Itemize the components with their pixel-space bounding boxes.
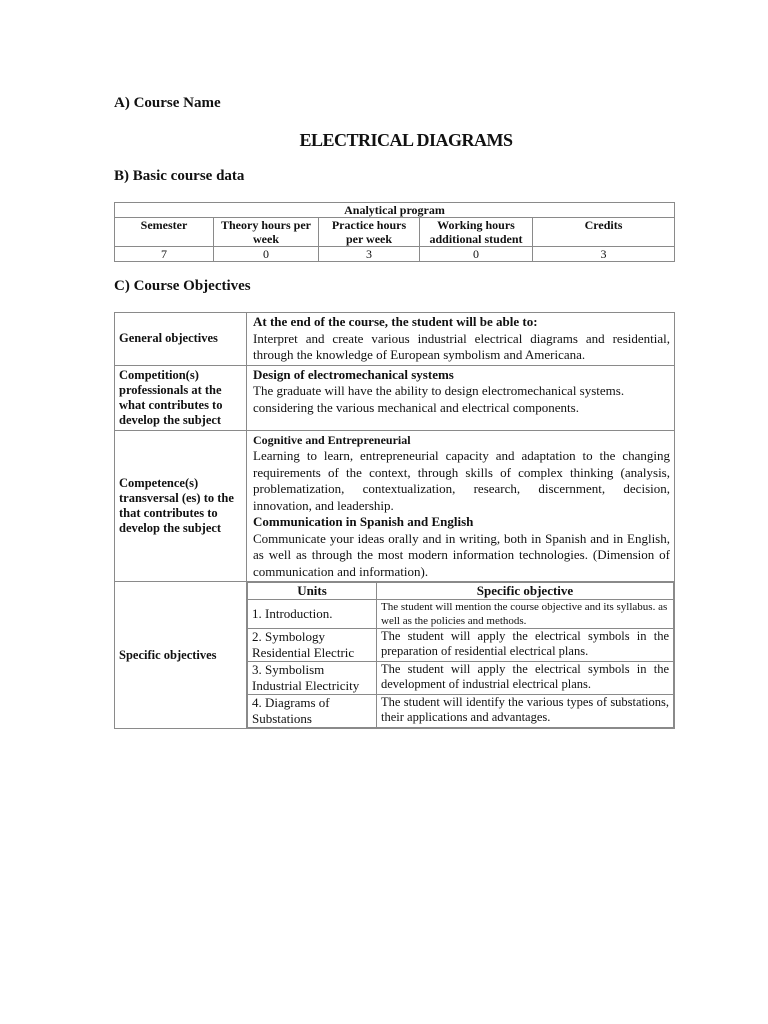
header-practice-hours: Practice hours per week xyxy=(319,218,420,247)
basic-course-data-table xyxy=(114,202,675,262)
competition-row xyxy=(115,365,675,430)
table-row xyxy=(115,247,675,262)
section-b-heading: B) Basic course data xyxy=(114,168,245,184)
table-row xyxy=(248,600,674,629)
specific-header-row xyxy=(248,583,674,600)
specific-objectives-label: Specific objectives xyxy=(115,582,247,729)
unit-name: 2. Symbology Residential Electric xyxy=(248,629,377,662)
general-objectives-row xyxy=(115,313,675,366)
unit-objective: The student will apply the electrical symbols in the development of industrial electrical plans. xyxy=(377,662,674,695)
unit-name: 4. Diagrams of Substations xyxy=(248,695,377,728)
header-working-hours: Working hours additional student xyxy=(420,218,533,247)
header-specific-objective: Specific objective xyxy=(377,583,674,600)
general-objectives-text: Interpret and create various industrial electrical diagrams and residential, through the knowledge of European symbolism and Americana. xyxy=(253,330,670,362)
value-working-hours: 0 xyxy=(420,247,533,262)
value-credits: 3 xyxy=(533,247,675,262)
unit-name: 3. Symbolism Industrial Electricity xyxy=(248,662,377,695)
value-semester: 7 xyxy=(115,247,214,262)
competition-text: The graduate will have the ability to design electromechanical systems. considering the various mechanical and electrical components. xyxy=(253,383,625,415)
competence-heading-cognitive: Cognitive and Entrepreneurial xyxy=(253,432,411,447)
table-header-row xyxy=(115,218,675,247)
competence-row xyxy=(115,430,675,582)
table-row xyxy=(248,662,674,695)
unit-objective: The student will mention the course objective and its syllabus. as well as the policies and methods. xyxy=(377,600,674,629)
unit-name: 1. Introduction. xyxy=(248,600,377,629)
specific-objectives-row xyxy=(115,582,675,729)
analytical-program-caption: Analytical program xyxy=(115,203,675,218)
section-a-heading: A) Course Name xyxy=(114,95,221,111)
general-objectives-heading: At the end of the course, the student will be able to: xyxy=(253,314,538,329)
specific-objectives-table xyxy=(247,582,674,728)
course-objectives-table xyxy=(114,312,675,729)
value-practice-hours: 3 xyxy=(319,247,420,262)
competence-heading-communication: Communication in Spanish and English xyxy=(253,514,474,529)
value-theory-hours: 0 xyxy=(214,247,319,262)
unit-objective: The student will identify the various types of substations, their applications and advantages. xyxy=(377,695,674,728)
competition-label: Competition(s) professionals at the what contributes to develop the subject xyxy=(115,365,247,430)
course-title: ELECTRICAL DIAGRAMS xyxy=(299,130,513,150)
competition-heading: Design of electromechanical systems xyxy=(253,366,454,382)
header-units: Units xyxy=(248,583,377,600)
competence-label: Competence(s) transversal (es) to the that contributes to develop the subject xyxy=(115,430,247,582)
header-theory-hours: Theory hours per week xyxy=(214,218,319,247)
header-semester: Semester xyxy=(115,218,214,247)
unit-objective: The student will apply the electrical symbols in the preparation of residential electrical plans. xyxy=(377,629,674,662)
competence-text-cognitive: Learning to learn, entrepreneurial capacity and adaptation to the changing requirements of the context, through skills of complex thinking (analysis, problematization, contextualization, research, discernment, decision, innovation, and leadership. xyxy=(253,448,670,513)
table-row xyxy=(248,695,674,728)
section-c-heading: C) Course Objectives xyxy=(114,278,251,294)
table-row xyxy=(248,629,674,662)
header-credits: Credits xyxy=(533,218,675,247)
competence-text-communication: Communicate your ideas orally and in writing, both in Spanish and in English, as well as through the most modern information technologies. (Dimension of communication and information). xyxy=(253,530,670,579)
general-objectives-label: General objectives xyxy=(115,313,247,366)
